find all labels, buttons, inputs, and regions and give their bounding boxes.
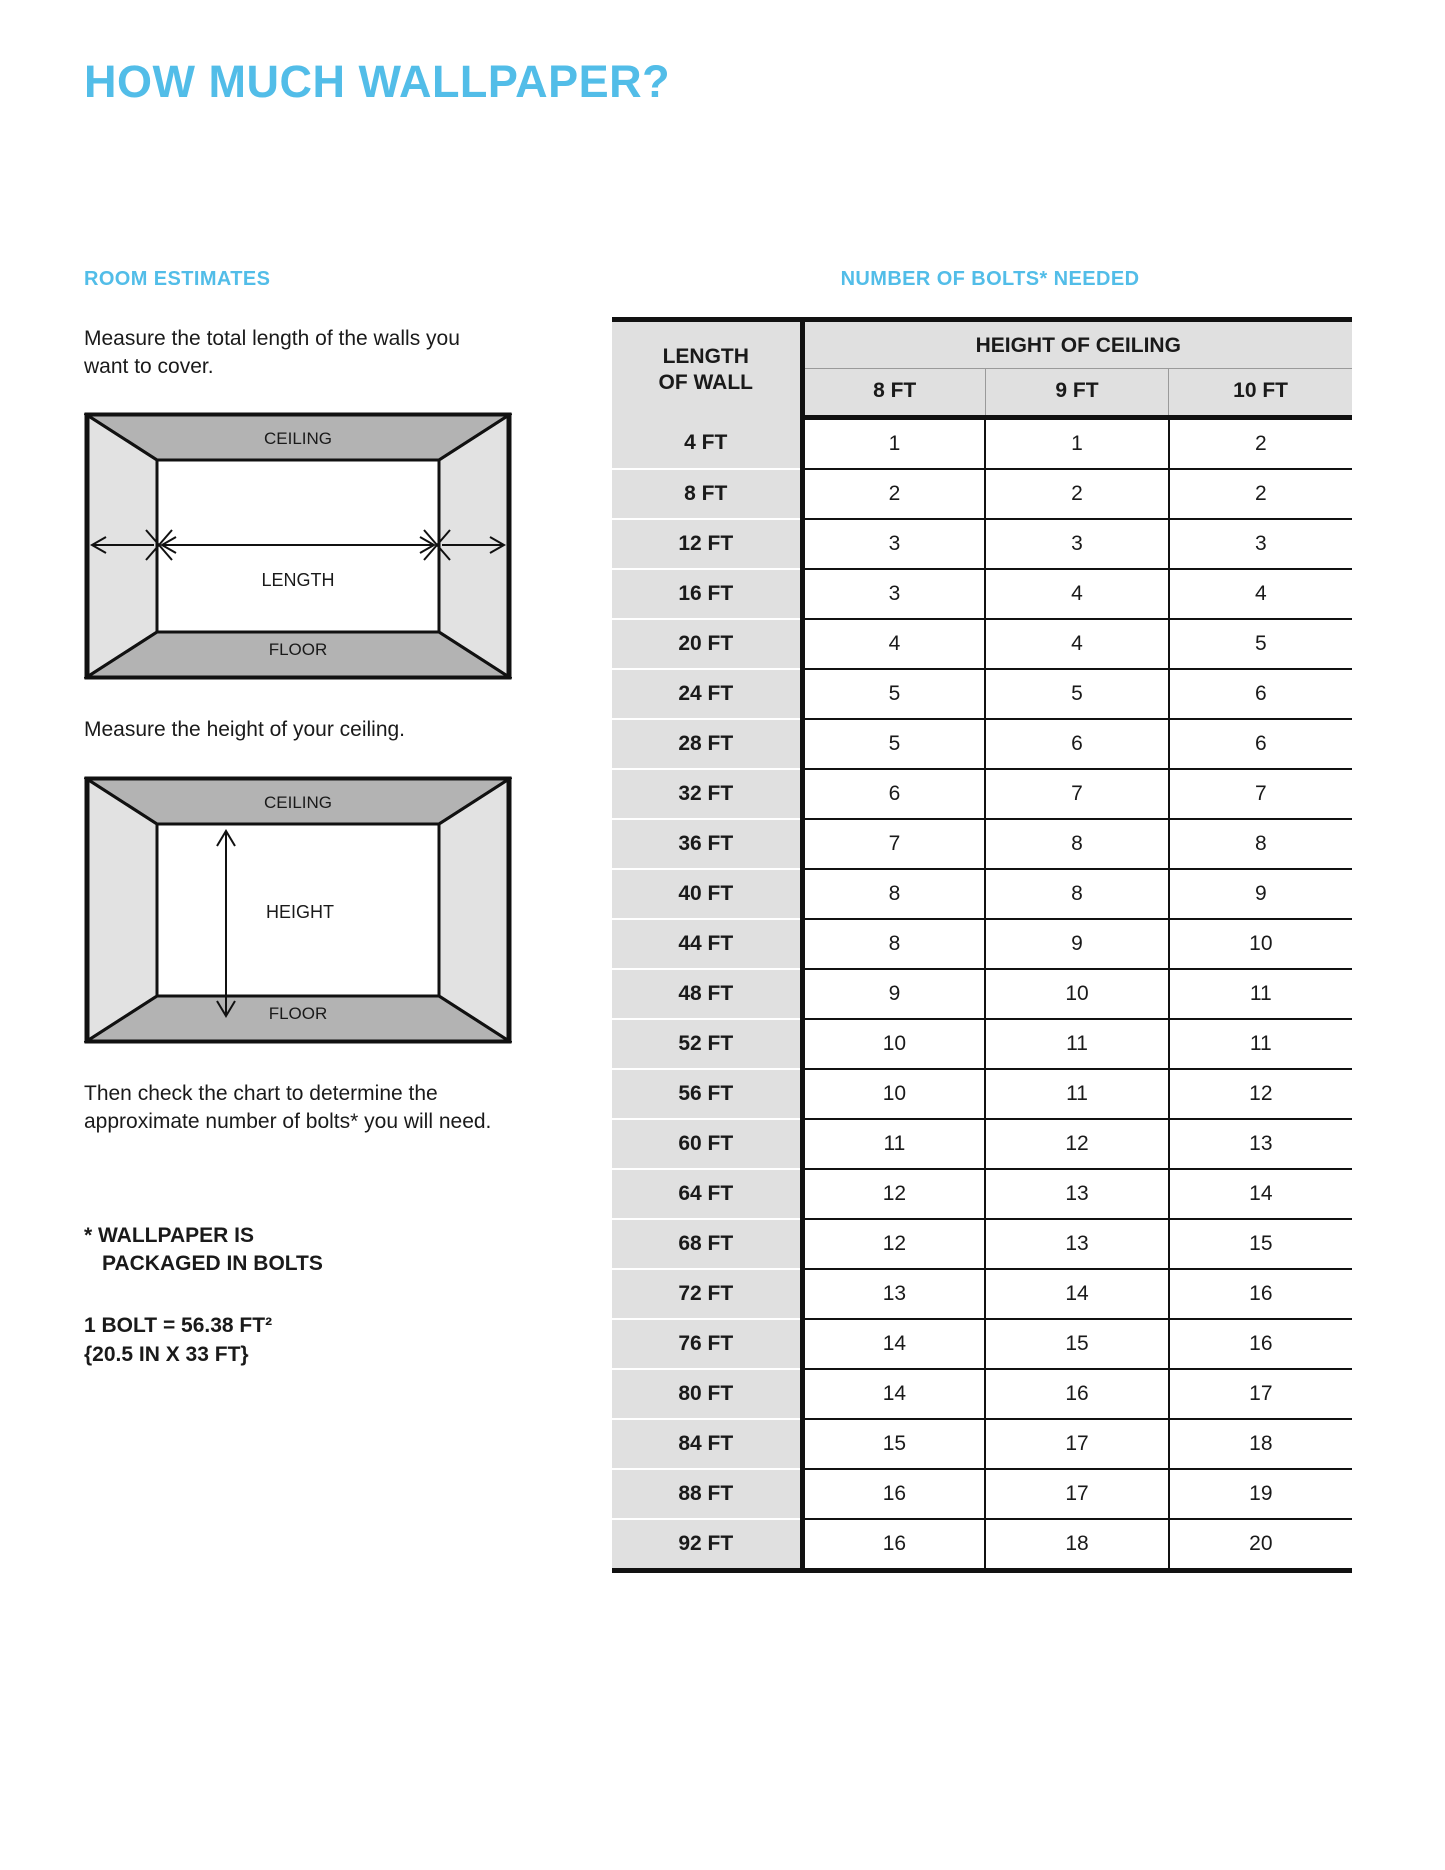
table-row (612, 1319, 1352, 1369)
step-1-text: Measure the total length of the walls you want to cover. (84, 327, 460, 378)
bolt-area-line: 1 BOLT = 56.38 FT² (84, 1314, 273, 1338)
bolts-table (612, 317, 1352, 1573)
bolts-cell: 12 (985, 1119, 1168, 1169)
row-header-length: 8 FT (612, 469, 802, 519)
bolts-table-heading: NUMBER OF BOLTS* NEEDED (840, 268, 1140, 290)
bolts-cell: 14 (1169, 1169, 1352, 1219)
row-header-length: 60 FT (612, 1119, 802, 1169)
room-length-diagram (84, 412, 512, 680)
bolts-cell: 12 (1169, 1069, 1352, 1119)
row-header-length: 56 FT (612, 1069, 802, 1119)
row-header-length: 72 FT (612, 1269, 802, 1319)
bolts-cell: 5 (802, 669, 985, 719)
table-row (612, 1119, 1352, 1169)
table-row (612, 969, 1352, 1019)
room-estimates-column (84, 268, 504, 1369)
bolts-cell: 6 (1169, 669, 1352, 719)
bolts-cell: 10 (802, 1019, 985, 1069)
bolts-cell: 8 (802, 919, 985, 969)
bolts-cell: 2 (1169, 418, 1352, 470)
bolts-cell: 1 (802, 418, 985, 470)
bolts-cell: 10 (802, 1069, 985, 1119)
bolts-cell: 3 (802, 569, 985, 619)
footnote-line-1: * WALLPAPER IS (84, 1223, 254, 1247)
bolts-cell: 14 (985, 1269, 1168, 1319)
bolts-cell: 18 (985, 1519, 1168, 1571)
bolts-cell: 16 (802, 1519, 985, 1571)
svg-text:CEILING: CEILING (263, 793, 333, 813)
bolts-cell: 3 (985, 519, 1168, 569)
bolts-cell: 5 (985, 669, 1168, 719)
bolts-cell: 2 (985, 469, 1168, 519)
row-header-length: 64 FT (612, 1169, 802, 1219)
bolts-cell: 2 (802, 469, 985, 519)
row-header-length: 4 FT (612, 418, 802, 470)
bolts-cell: 12 (802, 1169, 985, 1219)
table-row (612, 1019, 1352, 1069)
bolts-cell: 5 (802, 719, 985, 769)
table-body (612, 418, 1352, 1571)
row-header-length: 88 FT (612, 1469, 802, 1519)
bolts-cell: 7 (802, 819, 985, 869)
svg-text:LENGTH: LENGTH (261, 570, 335, 591)
bolts-cell: 5 (1169, 619, 1352, 669)
bolts-cell: 3 (802, 519, 985, 569)
bolts-cell: 15 (1169, 1219, 1352, 1269)
bolts-cell: 11 (1169, 1019, 1352, 1069)
footnote-line-2: PACKAGED IN BOLTS (102, 1251, 323, 1275)
bolts-cell: 17 (985, 1419, 1168, 1469)
svg-text:HEIGHT: HEIGHT (265, 902, 335, 923)
svg-text:CEILING: CEILING (263, 429, 333, 449)
bolts-cell: 9 (802, 969, 985, 1019)
row-header-length: 28 FT (612, 719, 802, 769)
row-header-length: 52 FT (612, 1019, 802, 1069)
bolts-cell: 10 (1169, 919, 1352, 969)
table-row (612, 1069, 1352, 1119)
bolts-cell: 1 (985, 418, 1168, 470)
row-header-length: 84 FT (612, 1419, 802, 1469)
table-row (612, 1519, 1352, 1571)
bolts-cell: 16 (1169, 1269, 1352, 1319)
bolts-cell: 4 (985, 569, 1168, 619)
table-row (612, 1169, 1352, 1219)
column-header-9ft: 9 FT (985, 369, 1168, 418)
bolts-cell: 18 (1169, 1419, 1352, 1469)
bolts-cell: 20 (1169, 1519, 1352, 1571)
bolts-cell: 16 (1169, 1319, 1352, 1369)
step-2-text: Measure the height of your ceiling. (84, 718, 406, 742)
svg-text:FLOOR: FLOOR (268, 1004, 328, 1024)
bolts-cell: 7 (985, 769, 1168, 819)
table-row (612, 1219, 1352, 1269)
bolts-cell: 8 (1169, 819, 1352, 869)
room-height-diagram (84, 776, 512, 1044)
row-header-length: 32 FT (612, 769, 802, 819)
bolts-cell: 6 (985, 719, 1168, 769)
table-row (612, 1269, 1352, 1319)
bolts-cell: 8 (802, 869, 985, 919)
table-row (612, 469, 1352, 519)
table-row (612, 919, 1352, 969)
table-row (612, 1419, 1352, 1469)
height-of-ceiling-header: HEIGHT OF CEILING (802, 320, 1352, 369)
bolts-cell: 8 (985, 819, 1168, 869)
table-row (612, 1469, 1352, 1519)
row-header-length: 92 FT (612, 1519, 802, 1571)
bolts-table-column (612, 268, 1368, 1573)
bolts-cell: 13 (802, 1269, 985, 1319)
bolts-cell: 9 (985, 919, 1168, 969)
length-of-wall-header (612, 320, 802, 418)
bolts-cell: 15 (985, 1319, 1168, 1369)
bolts-cell: 6 (802, 769, 985, 819)
bolts-cell: 10 (985, 969, 1168, 1019)
row-header-length: 24 FT (612, 669, 802, 719)
wallpaper-footnote (84, 1222, 504, 1279)
bolts-cell: 19 (1169, 1469, 1352, 1519)
table-header (612, 320, 1352, 418)
bolts-cell: 17 (985, 1469, 1168, 1519)
bolts-cell: 8 (985, 869, 1168, 919)
bolts-cell: 11 (985, 1019, 1168, 1069)
room-estimates-heading: ROOM ESTIMATES (84, 268, 271, 290)
step-3-text: Then check the chart to determine the approximate number of bolts* you will need. (84, 1082, 492, 1133)
table-row (612, 569, 1352, 619)
row-header-length: 16 FT (612, 569, 802, 619)
table-row (612, 719, 1352, 769)
length-header-line-2: OF WALL (658, 370, 753, 394)
row-header-length: 36 FT (612, 819, 802, 869)
row-header-length: 20 FT (612, 619, 802, 669)
column-header-8ft: 8 FT (802, 369, 985, 418)
bolts-cell: 9 (1169, 869, 1352, 919)
row-header-length: 76 FT (612, 1319, 802, 1369)
bolts-cell: 4 (1169, 569, 1352, 619)
column-header-10ft: 10 FT (1169, 369, 1352, 418)
bolts-cell: 6 (1169, 719, 1352, 769)
bolts-cell: 7 (1169, 769, 1352, 819)
bolts-cell: 16 (985, 1369, 1168, 1419)
bolts-cell: 15 (802, 1419, 985, 1469)
row-header-length: 80 FT (612, 1369, 802, 1419)
table-row (612, 819, 1352, 869)
table-row (612, 869, 1352, 919)
table-row (612, 519, 1352, 569)
bolts-cell: 14 (802, 1369, 985, 1419)
bolts-cell: 4 (802, 619, 985, 669)
bolts-cell: 14 (802, 1319, 985, 1369)
row-header-length: 48 FT (612, 969, 802, 1019)
bolts-cell: 11 (985, 1069, 1168, 1119)
bolts-cell: 13 (985, 1169, 1168, 1219)
bolts-cell: 13 (985, 1219, 1168, 1269)
row-header-length: 12 FT (612, 519, 802, 569)
row-header-length: 44 FT (612, 919, 802, 969)
bolts-cell: 11 (802, 1119, 985, 1169)
bolts-cell: 13 (1169, 1119, 1352, 1169)
table-row (612, 418, 1352, 470)
bolts-cell: 3 (1169, 519, 1352, 569)
bolts-cell: 17 (1169, 1369, 1352, 1419)
bolts-cell: 11 (1169, 969, 1352, 1019)
table-row (612, 619, 1352, 669)
page-title: HOW MUCH WALLPAPER? (84, 56, 671, 107)
row-header-length: 40 FT (612, 869, 802, 919)
bolt-size-note (84, 1312, 504, 1369)
bolts-cell: 4 (985, 619, 1168, 669)
table-row (612, 769, 1352, 819)
row-header-length: 68 FT (612, 1219, 802, 1269)
bolts-cell: 16 (802, 1469, 985, 1519)
table-row (612, 669, 1352, 719)
bolts-cell: 12 (802, 1219, 985, 1269)
table-row (612, 1369, 1352, 1419)
svg-text:FLOOR: FLOOR (268, 640, 328, 660)
length-header-line-1: LENGTH (662, 344, 749, 368)
bolts-cell: 2 (1169, 469, 1352, 519)
bolt-dimensions-line: {20.5 IN X 33 FT} (84, 1342, 249, 1366)
